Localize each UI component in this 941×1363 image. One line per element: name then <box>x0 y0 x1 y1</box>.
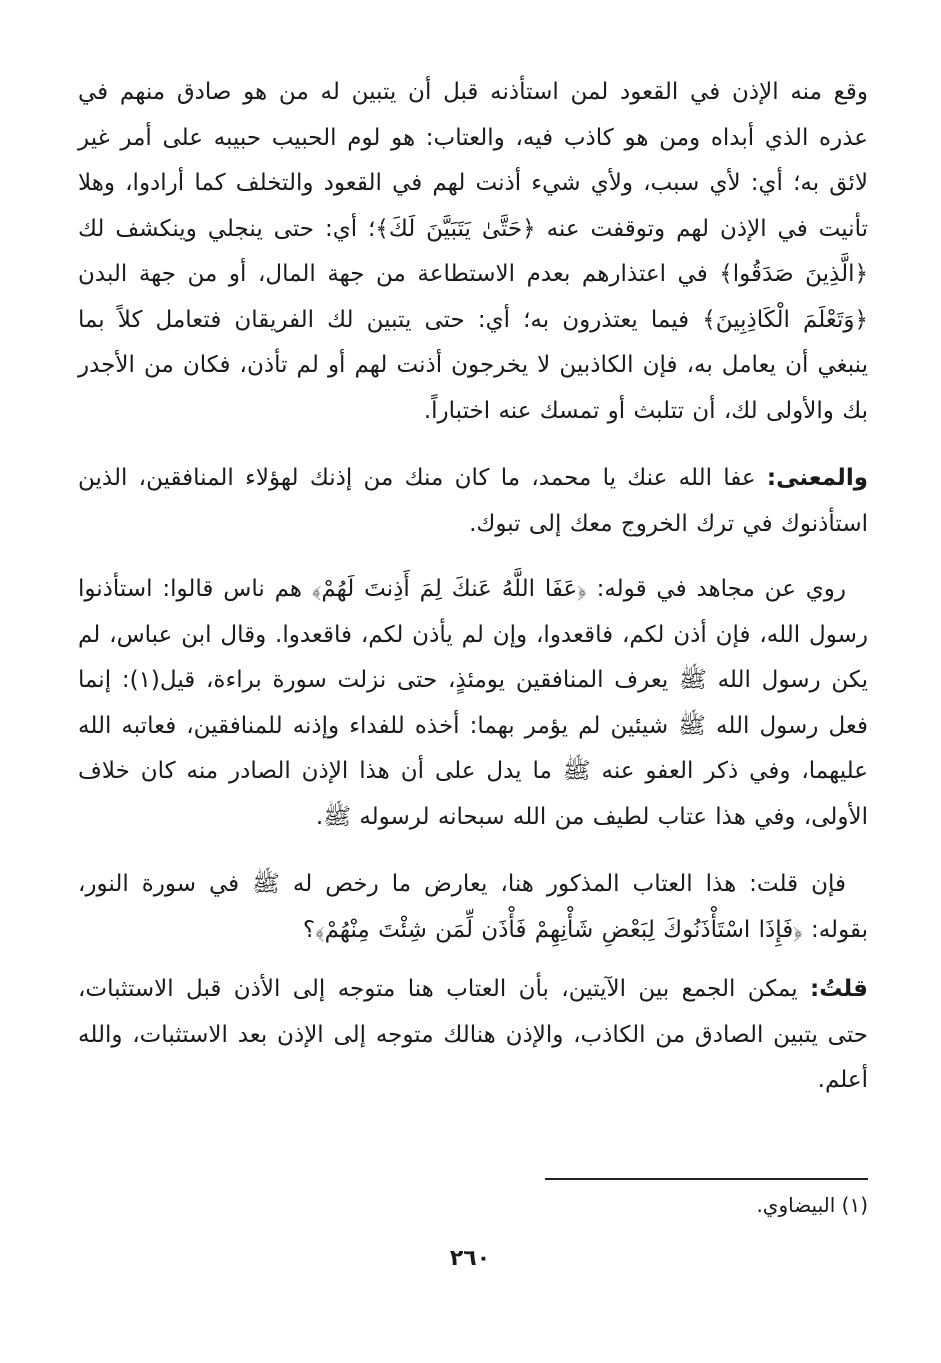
paragraph-4-text: فإن قلت: هذا العتاب المذكور هنا، يعارض ما رخص له ﷺ في سورة النور، بقوله: ﴿فَإِذَا اسْتَأْذَنُوكَ لِبَعْضِ شَأْنِهِمْ فَأْذَن لِّمَن شِئْتَ مِنْهُمْ﴾؟ <box>78 871 868 943</box>
paragraph-5 <box>78 967 868 1104</box>
paragraph-3-text: روي عن مجاهد في قوله: ﴿عَفَا اللَّهُ عَنكَ لِمَ أَذِنتَ لَهُمْ﴾ هم ناس قالوا: استأذنوا رسول الله، فإن أذن لكم، فاقعدوا، وإن لم يأذن لكم، فاقعدوا. وقال ابن عباس، لم يكن رسول الله ﷺ يعرف المنافقين يومئذٍ، حتى نزلت سورة براءة، قيل(١): إنما فعل رسول الله ﷺ شيئين لم يؤمر بهما: أخذه للفداء وإذنه للمنافقين، فعاتبه الله عليهما، وفي ذكر العفو عنه ﷺ ما يدل على أن هذا الإذن الصادر منه كان خلاف الأولى، وفي هذا عتاب لطيف من الله سبحانه لرسوله ﷺ. <box>78 576 868 830</box>
paragraph-5-text: يمكن الجمع بين الآيتين، بأن العتاب هنا متوجه إلى الأذن قبل الاستثبات، حتى يتبين الصادق من الكاذب، والإذن هنالك متوجه إلى الإذن بعد الاستثبات، والله أعلم. <box>78 976 868 1093</box>
paragraph-1-text: وقع منه الإذن في القعود لمن استأذنه قبل أن يتبين له من هو صادق منهم في عذره الذي أبداه ومن هو كاذب فيه، والعتاب: هو لوم الحبيب حبيبه على أمر غير لائق به؛ أي: لأي سبب، ولأي شيء أذنت لهم في القعود والتخلف كما أرادوا، وهلا تأنيت في الإذن لهم وتوقفت عنه ﴿حَتَّىٰ يَتَبَيَّنَ لَكَ﴾؛ أي: حتى ينجلي وينكشف لك ﴿الَّذِينَ صَدَقُوا﴾ في اعتذارهم بعدم الاستطاعة من جهة المال، أو من جهة البدن ﴿وَتَعْلَمَ الْكَاذِبِينَ﴾ فيما يعتذرون به؛ أي: حتى يتبين لك الفريقان فتعامل كلاً بما ينبغي أن يعامل به، فإن الكاذبين لا يخرجون أذنت لهم أو لم تأذن، فكان من الأجدر بك والأولى لك، أن تتلبث أو تمسك عنه اختباراً. <box>78 79 868 424</box>
paragraph-3 <box>78 567 868 840</box>
paragraph-5-lead: قلتُ: <box>810 976 868 1002</box>
page-number: ٢٦٠ <box>449 1246 491 1271</box>
page-body <box>78 70 868 1104</box>
paragraph-2-lead: والمعنى: <box>766 465 868 491</box>
paragraph-2-text: عفا الله عنك يا محمد، ما كان منك من إذنك لهؤلاء المنافقين، الذين استأذنوك في ترك الخروج معك إلى تبوك. <box>78 465 868 537</box>
paragraph-1 <box>78 70 868 434</box>
paragraph-4 <box>78 862 868 953</box>
paragraph-2 <box>78 456 868 547</box>
footnote: (١) البيضاوي. <box>756 1193 868 1217</box>
footnote-divider <box>545 1178 868 1180</box>
